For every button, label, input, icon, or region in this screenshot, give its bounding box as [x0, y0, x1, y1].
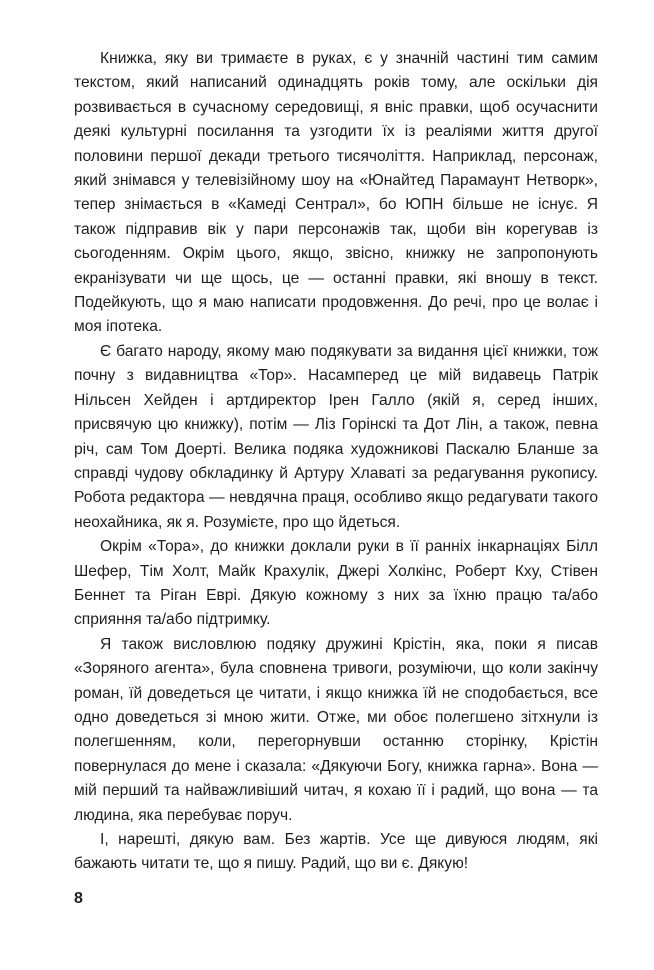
page-number: 8 [74, 890, 83, 907]
page-body [74, 47, 598, 877]
paragraph-wife-thanks: Я також висловлюю подяку дружині Крістін, яка, поки я писав «Зоряного агента», була сповнена тривоги, розуміючи, що коли закінчу роман, їй доведеться це читати, і якщо книжка їй не сподобається, все одно доведеться зі мною жити. Отже, ми обоє полегшено зітхнули із полегшенням, коли, перегорнувши останню сторінку, Крістін повернулася до мене і сказала: «Дякуючи Богу, книжка гарна». Вона — мій перший та найважливіший читач, я кохаю її і радий, що вона — та людина, яка перебуває поруч. [74, 635, 598, 824]
paragraph-revisions: Книжка, яку ви тримаєте в руках, є у значній частині тим самим текстом, який написаний одинадцять років тому, але оскільки дія розвивається в сучасному середовищі, я вніс правки, щоб осучаснити деякі культурні посилання та узгодити їх із реаліями життя другої половини першої декади третього тисячоліття. Наприклад, персонаж, який знімався у телевізійному шоу на «Юнайтед Парамаунт Нетворк», тепер знімається в «Камеді Сентрал», бо ЮПН більше не існує. Я також підправив вік у пари персонажів так, щоби він корегував із сьогоденням. Окрім цього, якщо, звісно, книжку не запропонують екранізувати чи ще щось, це — останні правки, які вношу в текст. Подейкують, що я маю написати продовження. До речі, про це волає і моя іпотека. [74, 50, 598, 336]
paragraph-publisher-thanks: Є багато народу, якому маю подякувати за видання цієї книжки, тож почну з видавництва «Тор». Насамперед це мій видавець Патрік Нільсен Хейден і артдиректор Ірен Галло (якій я, серед інших, присвячую цю книжку), потім — Ліз Горінскі та Дот Лін, а також, певна річ, сам Том Доерті. Велика подяка художникові Паскалю Бланше за справді чудову обкладинку й Артуру Хлаваті за редагування рукопису. Робота редактора — невдячна праця, особливо якщо редагувати такого неохайника, як я. Розумієте, про що йдеться. [74, 342, 598, 531]
paragraph-early-contributors: Окрім «Тора», до книжки доклали руки в її ранніх інкарнаціях Білл Шефер, Тім Холт, Майк Крахулік, Джері Холкінс, Роберт Кху, Стівен Беннет та Ріган Еврі. Дякую кожному з них за їхню працю та/або сприяння та/або підтримку. [74, 538, 598, 629]
paragraph-reader-thanks: І, нарешті, дякую вам. Без жартів. Усе ще дивуюся людям, які бажають читати те, що я пишу. Радий, що ви є. Дякую! [74, 831, 598, 873]
